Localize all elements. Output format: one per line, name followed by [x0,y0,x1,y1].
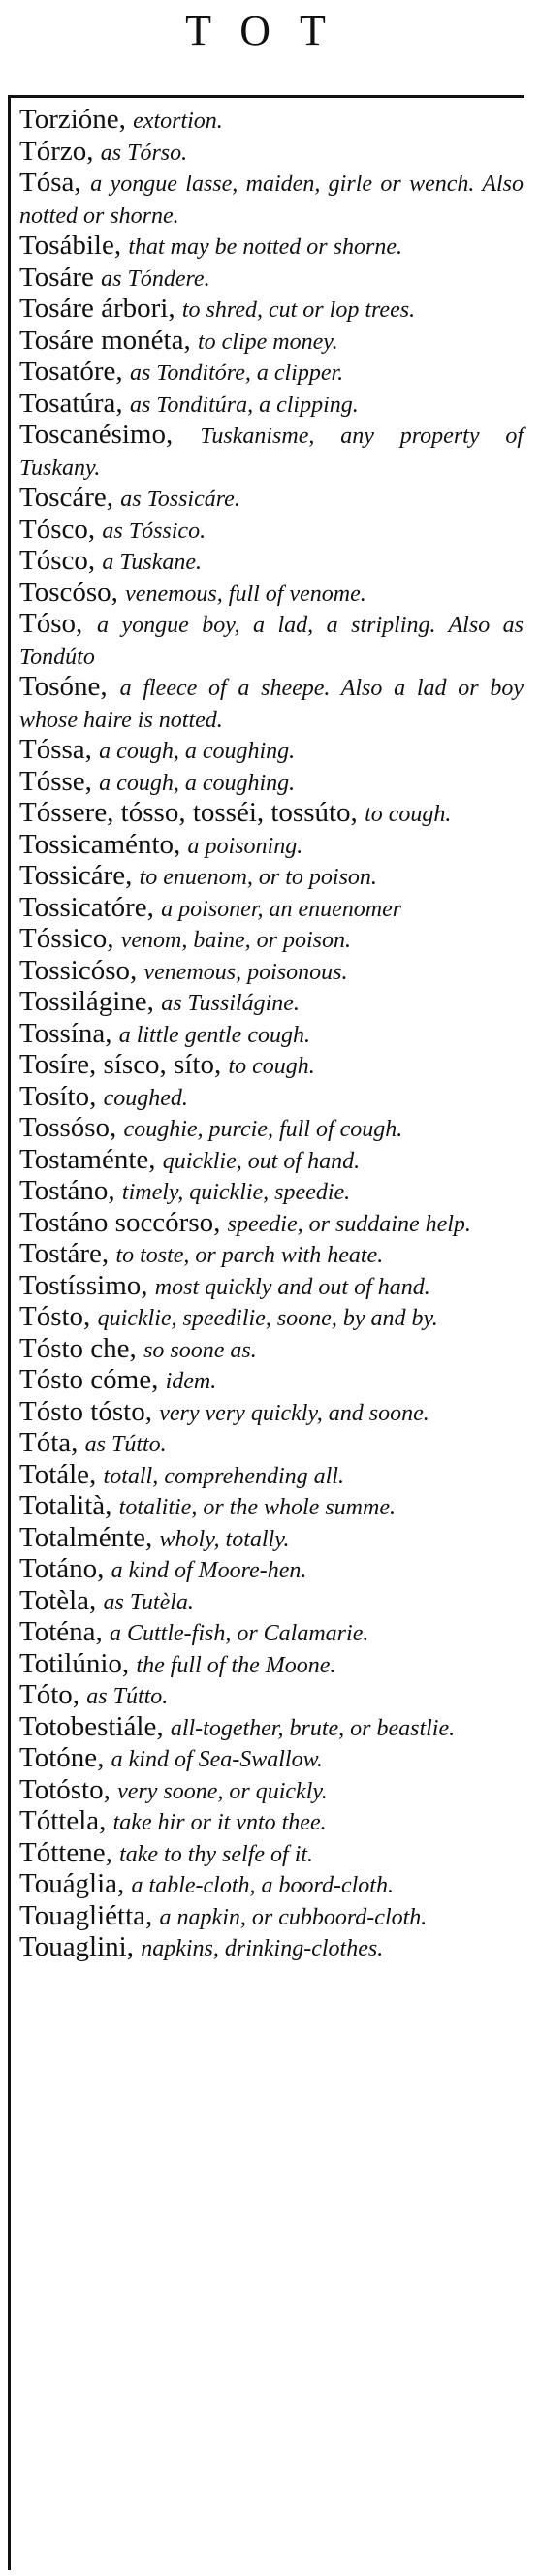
entry-headword: Tósse, [19,765,92,797]
entry-gloss: that may be notted or shorne. [128,235,402,260]
entry-headword: Tóttela, [19,1805,107,1836]
entry-gloss: totall, comprehending all. [103,1463,344,1489]
entry-gloss: a kind of Sea-Swallow. [111,1747,323,1772]
entry-gloss: the full of the Moone. [136,1652,336,1678]
dictionary-entry [19,1176,524,1208]
dictionary-entry [19,1491,524,1523]
entry-gloss: to toste, or parch with heate. [115,1243,384,1268]
dictionary-entry [19,893,524,925]
entry-headword: Toscóso, [19,576,118,608]
dictionary-entry [19,1302,524,1334]
entry-headword: Tósto cóme, [19,1364,159,1395]
dictionary-entry [19,1460,524,1492]
dictionary-entry [19,1271,524,1303]
entry-headword: Tossóso, [19,1112,117,1143]
dictionary-entry [19,483,524,515]
entry-headword: Totáno, [19,1553,105,1584]
entry-gloss: so soone as. [143,1337,257,1363]
entry-gloss: very very quickly, and soone. [159,1400,429,1426]
entry-gloss: a table-cloth, a boord-cloth. [131,1873,394,1898]
entry-headword: Tosóne, [19,671,108,702]
dictionary-entry [19,1050,524,1082]
entry-gloss: a yongue boy, a lad, a stripling. Also as Tondúto [19,613,524,670]
dictionary-entry [19,1239,524,1271]
entry-gloss: a Cuttle-fish, or Calamarie. [110,1621,369,1646]
dictionary-entry [19,1554,524,1586]
entry-gloss: as Tonditóre, a clipper. [129,361,344,386]
dictionary-entry [19,1901,524,1933]
entry-headword: Touáglia, [19,1868,125,1899]
entry-gloss: as Tútto. [84,1432,167,1457]
entry-headword: Tostaménte, [19,1143,156,1175]
entry-gloss: a kind of Moore-hen. [111,1558,307,1583]
entry-headword: Tossicaménto, [19,828,181,860]
dictionary-entry [19,1208,524,1240]
entry-headword: Tosáre [19,261,94,293]
entry-gloss: venemous, poisonous. [143,959,348,985]
page-header [0,0,540,68]
entry-headword: Tostáno, [19,1175,115,1206]
entry-gloss: to clipe money. [197,329,338,355]
entry-gloss: timely, quicklie, speedie. [121,1180,351,1205]
dictionary-entry [19,515,524,547]
entry-headword: Totále, [19,1458,97,1490]
entry-gloss: a yongue lasse, maiden, girle or wench. Also notted or shorne. [19,172,524,229]
dictionary-entry [19,326,524,358]
dictionary-entry [19,1617,524,1649]
entry-headword: Totalménte, [19,1521,153,1553]
left-rule [8,95,11,2570]
dictionary-entry [19,609,524,672]
entry-gloss: very soone, or quickly. [117,1778,328,1804]
dictionary-entry [19,1334,524,1366]
entry-headword: Tóta, [19,1427,79,1458]
dictionary-entry [19,1932,524,1964]
entry-headword: Torzióne, [19,104,126,135]
dictionary-entry [19,105,524,137]
entry-headword: Tósto, [19,1301,91,1332]
dictionary-entry [19,1838,524,1870]
entry-gloss: extortion. [133,109,223,134]
entry-gloss: venom, baine, or poison. [120,928,352,953]
dictionary-entry [19,546,524,578]
dictionary-entry [19,1869,524,1901]
entry-gloss: a napkin, or cubboord-cloth. [159,1904,428,1930]
dictionary-entry [19,1428,524,1460]
dictionary-entry [19,1145,524,1177]
entry-headword: Tórzo, [19,135,94,167]
dictionary-entry [19,987,524,1019]
dictionary-entry [19,294,524,326]
entry-headword: Touagliétta, [19,1899,153,1931]
entry-gloss: to enuenom, or to poison. [139,865,377,890]
entry-gloss: a fleece of a sheepe. Also a lad or boy whose haire is notted. [19,676,524,733]
entry-headword: Tostíssimo, [19,1269,148,1301]
entry-headword: Tóttene, [19,1836,112,1868]
top-rule [8,95,524,98]
running-head: TOT [185,7,355,54]
entry-gloss: as Tútto. [86,1684,169,1709]
dictionary-entry [19,168,524,231]
entry-headword: Tósco, [19,545,96,576]
entry-gloss: wholy, totally. [159,1526,290,1552]
entry-gloss: as Tóndere. [101,266,210,292]
entry-gloss: as Tussilágine. [161,991,300,1016]
entry-headword: Totèla, [19,1584,97,1616]
entry-headword: Tosáre monéta, [19,324,191,356]
entry-gloss: Tuskanisme, any property of Tuskany. [19,424,524,481]
entry-gloss: a little gentle cough. [118,1022,310,1048]
entry-gloss: a cough, a coughing. [99,770,296,796]
entry-headword: Tosáre árbori, [19,293,175,324]
entry-headword: Tosatúra, [19,387,123,419]
dictionary-entry [19,1712,524,1744]
entry-headword: Tossilágine, [19,986,154,1017]
entry-gloss: as Tóssico. [102,518,206,544]
entry-headword: Toscanésimo, [19,419,174,450]
entry-headword: Tostáre, [19,1238,110,1269]
entry-gloss: to shred, cut or lop trees. [181,298,416,323]
dictionary-entry [19,1113,524,1145]
dictionary-entry [19,1365,524,1397]
entry-list [19,105,524,1964]
entry-headword: Totobestiále, [19,1710,164,1742]
dictionary-entry [19,1082,524,1114]
entry-headword: Toténa, [19,1616,103,1647]
entry-headword: Tosatóre, [19,356,123,387]
entry-gloss: take hir or it vnto thee. [112,1810,327,1835]
entry-gloss: idem. [165,1369,217,1394]
entry-headword: Tósto che, [19,1332,137,1364]
entry-headword: Tosíre, sísco, síto, [19,1049,222,1080]
entry-headword: Totósto, [19,1773,111,1805]
entry-headword: Totóne, [19,1742,105,1773]
dictionary-entry [19,1743,524,1775]
dictionary-entry [19,767,524,799]
dictionary-entry [19,1523,524,1555]
entry-headword: Toscáre, [19,482,113,513]
dictionary-entry [19,263,524,295]
dictionary-entry [19,137,524,169]
entry-gloss: napkins, drinking-clothes. [141,1936,384,1961]
entry-gloss: take to thy selfe of it. [119,1841,314,1867]
entry-gloss: to cough. [365,802,452,827]
entry-gloss: quicklie, out of hand. [162,1148,361,1174]
dictionary-entry [19,1586,524,1618]
entry-gloss: coughed. [103,1085,188,1111]
entry-gloss: as Tórso. [100,140,188,166]
entry-headword: Tossína, [19,1017,112,1049]
dictionary-entry [19,578,524,610]
dictionary-entry [19,735,524,767]
entry-headword: Tósa, [19,167,81,198]
dictionary-entry [19,1680,524,1712]
entry-gloss: all-together, brute, or beastlie. [170,1715,456,1741]
entry-gloss: to cough. [228,1054,315,1079]
entry-headword: Tósto tósto, [19,1395,152,1427]
entry-headword: Tosíto, [19,1080,97,1112]
entry-headword: Tossicóso, [19,954,138,986]
dictionary-entry [19,231,524,263]
entry-headword: Tossicáre, [19,860,133,891]
entry-gloss: totalitie, or the whole summe. [118,1495,396,1520]
entry-gloss: as Tutèla. [103,1589,194,1615]
entry-gloss: quicklie, speedilie, soone, by and by. [97,1306,438,1331]
entry-gloss: coughie, purcie, full of cough. [123,1117,403,1142]
entry-headword: Tosábile, [19,230,122,261]
dictionary-entry [19,1649,524,1681]
dictionary-entry [19,357,524,389]
entry-gloss: a Tuskane. [102,550,203,575]
dictionary-entry [19,861,524,893]
dictionary-entry [19,1397,524,1429]
entry-headword: Tossicatóre, [19,891,154,923]
entry-headword: Tóso, [19,608,83,639]
entry-headword: Tóto, [19,1679,80,1710]
entry-gloss: most quickly and out of hand. [154,1274,430,1300]
dictionary-entry [19,420,524,483]
entry-gloss: speedie, or suddaine help. [227,1211,471,1237]
dictionary-entry [19,1806,524,1838]
entry-headword: Tóssa, [19,734,92,765]
dictionary-entry [19,389,524,421]
dictionary-entry [19,672,524,735]
entry-headword: Totalità, [19,1490,112,1521]
entry-headword: Tóssico, [19,923,114,954]
entry-gloss: venemous, full of venome. [125,581,366,607]
entry-gloss: a poisoning. [187,833,303,859]
dictionary-entry [19,956,524,988]
entry-gloss: a cough, a coughing. [99,739,296,764]
entry-headword: Tostáno soccórso, [19,1206,221,1238]
dictionary-entry [19,924,524,956]
dictionary-entry [19,1019,524,1051]
dictionary-entry [19,798,524,830]
entry-headword: Totilúnio, [19,1647,130,1679]
entry-gloss: as Tossicáre. [120,487,240,512]
entry-headword: Tóssere, tósso, tosséi, tossúto, [19,797,358,828]
entry-gloss: a poisoner, an enuenomer [161,896,402,922]
dictionary-entry [19,830,524,862]
entry-headword: Tósco, [19,513,96,545]
entry-gloss: as Tonditúra, a clipping. [129,392,359,418]
entry-headword: Touaglini, [19,1931,134,1962]
dictionary-entry [19,1775,524,1807]
